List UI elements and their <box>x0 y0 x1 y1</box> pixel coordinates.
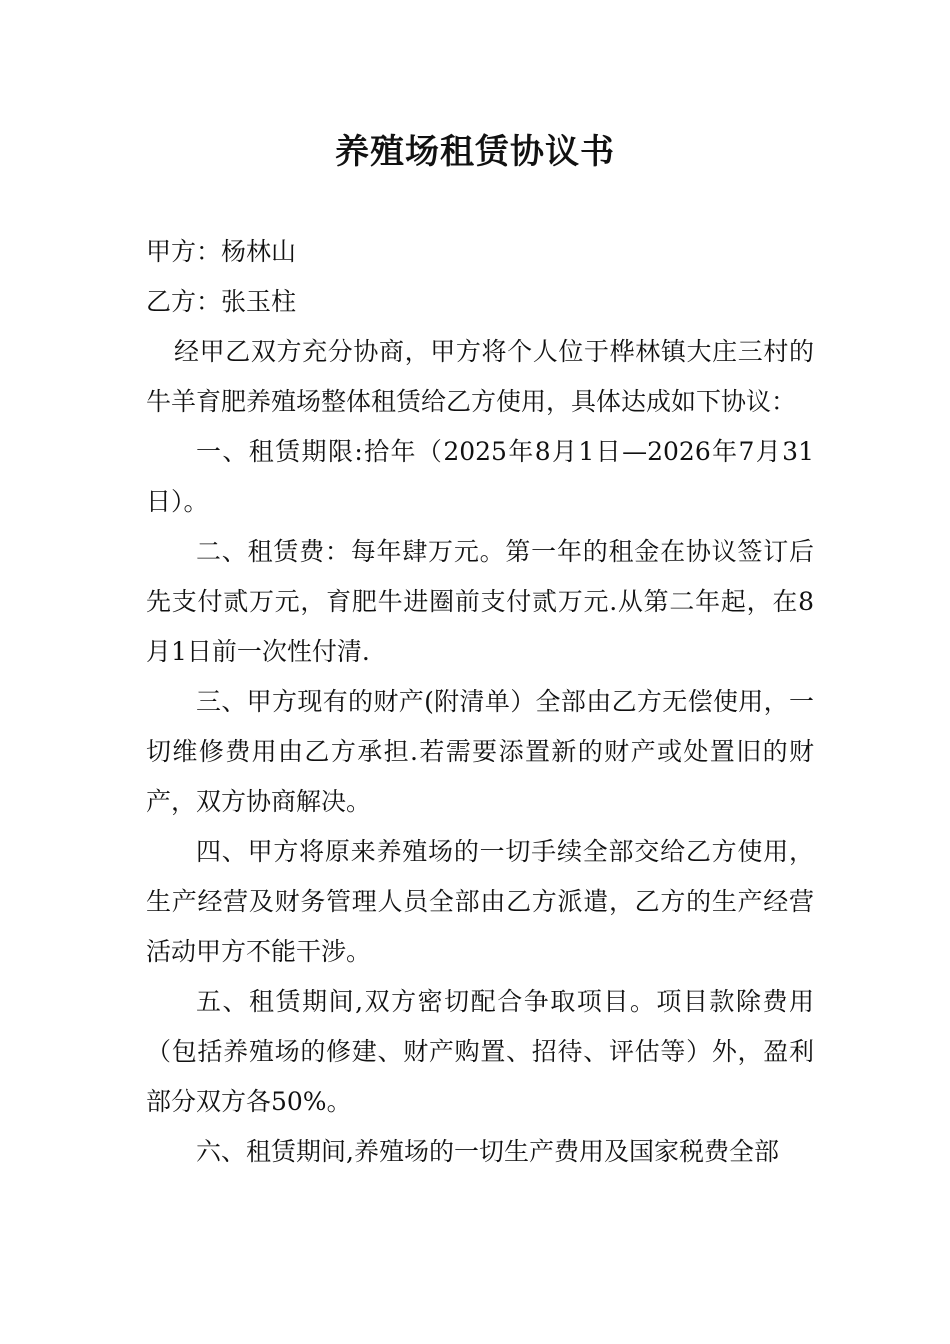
clause-4: 四、甲方将原来养殖场的一切手续全部交给乙方使用，生产经营及财务管理人员全部由乙方派遣，乙方的生产经营活动甲方不能干涉。 <box>146 837 814 966</box>
document-body <box>146 227 814 1177</box>
party-b: 乙方：张玉柱 <box>146 287 297 316</box>
clause-6: 六、租赁期间,养殖场的一切生产费用及国家税费全部 <box>196 1137 779 1166</box>
clause-3: 三、甲方现有的财产(附清单）全部由乙方无偿使用，一切维修费用由乙方承担.若需要添置新的财产或处置旧的财产，双方协商解决。 <box>146 687 814 816</box>
clause-1: 一、租赁期限:拾年（2025年8月1日—2026年7月31日）。 <box>146 437 814 516</box>
clause-2: 二、租赁费：每年肆万元。第一年的租金在协议签订后先支付贰万元，育肥牛进圈前支付贰万元.从第二年起，在8月1日前一次性付清. <box>146 537 814 666</box>
party-a: 甲方：杨林山 <box>146 237 297 266</box>
intro-paragraph: 经甲乙双方充分协商，甲方将个人位于桦林镇大庄三村的牛羊育肥养殖场整体租赁给乙方使用，具体达成如下协议： <box>146 337 814 416</box>
document-title: 养殖场租赁协议书 <box>335 132 615 172</box>
clause-5: 五、租赁期间,双方密切配合争取项目。项目款除费用（包括养殖场的修建、财产购置、招待、评估等）外，盈利部分双方各50%。 <box>146 987 814 1116</box>
